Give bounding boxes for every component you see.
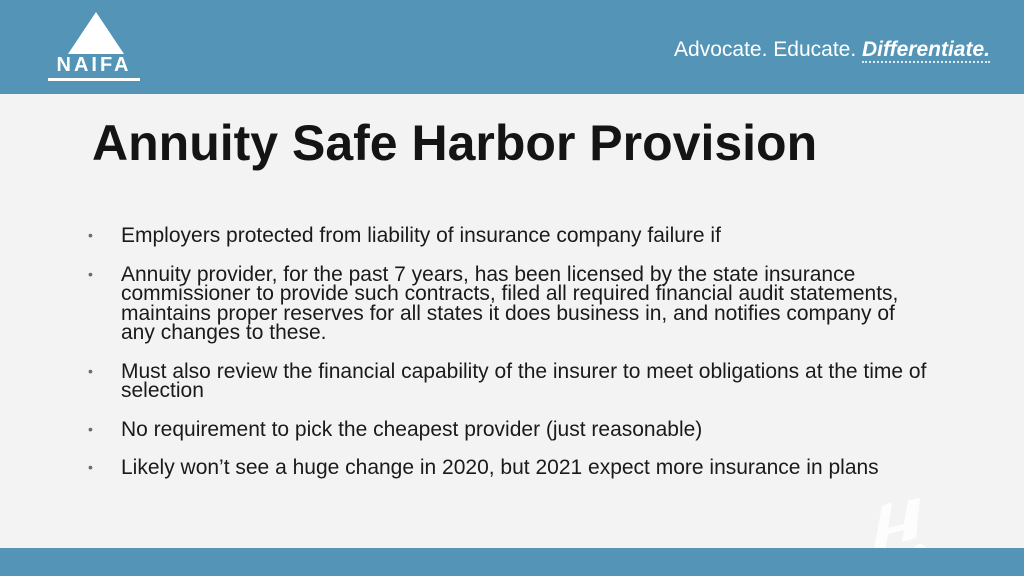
tagline [674,38,990,62]
bullet-item [88,458,928,478]
bullet-text: Must also review the financial capability of the insurer to meet obligations at the time of selection [121,359,927,402]
logo-text: NAIFA [56,54,132,76]
tagline-part2: Differentiate. [862,38,990,61]
naifa-logo [44,10,144,86]
bullet-item [88,417,928,441]
bullet-dot-icon: • [88,265,93,282]
footer-bar [0,548,1024,576]
bullet-dot-icon: • [88,362,93,379]
bullet-dot-icon: • [88,227,93,243]
slide-title: Annuity Safe Harbor Provision [92,115,818,171]
bullet-list [88,226,928,497]
bullet-item [88,226,928,246]
bullet-item [88,262,928,344]
tagline-part1: Advocate. Educate. [674,38,863,61]
bullet-text: No requirement to pick the cheapest provider (just reasonable) [121,417,703,441]
bullet-text: Annuity provider, for the past 7 years, has been licensed by the state insurance commissioner to provide such contracts, filed all required financial audit statements, maintains proper reserves for all states it does business in, and notifies company of any changes to these. [121,262,899,344]
bullet-item [88,359,928,402]
bullet-text: Likely won’t see a huge change in 2020, but 2021 expect more insurance in plans [121,456,879,479]
header-bar [0,0,1024,94]
bullet-text: Employers protected from liability of insurance company failure if [121,224,721,247]
bullet-dot-icon: • [88,420,93,437]
bullet-dot-icon: • [88,459,93,475]
